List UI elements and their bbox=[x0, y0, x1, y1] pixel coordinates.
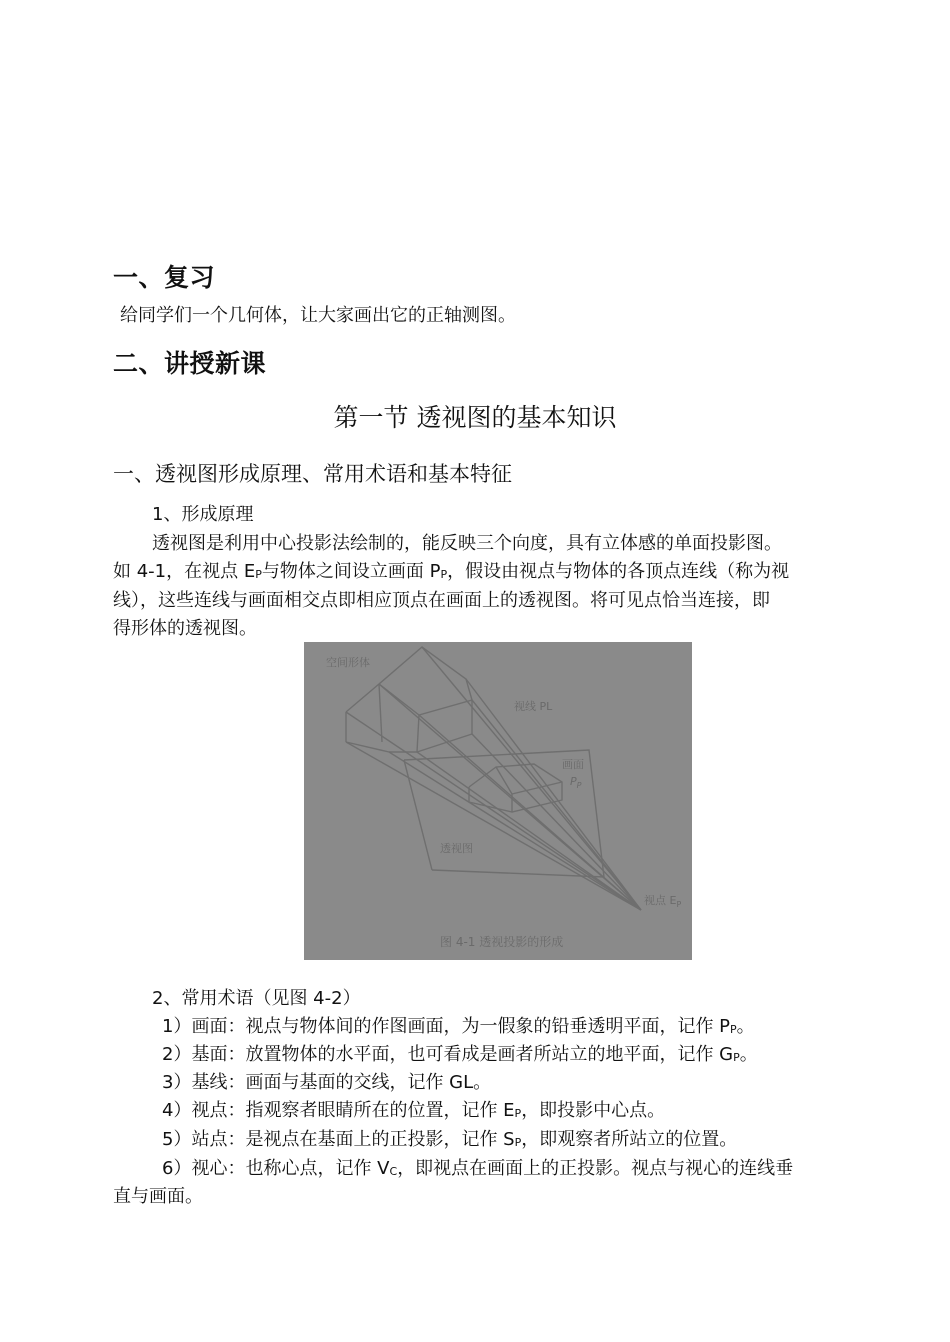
item2-title: 2、常用术语（见图 4-2） bbox=[152, 988, 361, 1009]
review-text: 给同学们一个几何体，让大家画出它的正轴测图。 bbox=[120, 305, 516, 326]
figure-label-space: 空间形体 bbox=[326, 656, 370, 669]
section-title: 第一节 透视图的基本知识 bbox=[333, 403, 617, 432]
figure-label-perspective: 透视图 bbox=[440, 842, 473, 855]
term-1: 1）画面：视点与物体间的作图画面，为一假象的铅垂透明平面，记作 $P_P$。 bbox=[162, 1016, 755, 1037]
figure-label-plane: 画面 bbox=[562, 758, 584, 771]
para1-line3: 线），这些连线与画面相交点即相应顶点在画面上的透视图。将可见点恰当连接，即 bbox=[113, 590, 770, 611]
term-6: 6）视心：也称心点，记作 $V_C$，即视点在画面上的正投影。视点与视心的连线垂 bbox=[162, 1158, 794, 1179]
term-3: 3）基线：画面与基面的交线，记作 GL。 bbox=[162, 1072, 492, 1093]
para1-line4: 得形体的透视图。 bbox=[113, 618, 257, 639]
heading-new-lesson: 二、讲授新课 bbox=[113, 349, 267, 378]
perspective-diagram bbox=[304, 642, 692, 960]
term-5: 5）站点：是视点在基面上的正投影，记作 $S_P$，即观察者所站立的位置。 bbox=[162, 1129, 738, 1150]
heading-review: 一、复习 bbox=[113, 263, 216, 292]
figure-caption: 图 4-1 透视投影的形成 bbox=[440, 935, 564, 949]
para1-line1: 透视图是利用中心投影法绘制的，能反映三个向度，具有立体感的单面投影图。 bbox=[152, 533, 782, 554]
para1-line2: 如 4-1，在视点 $E_P$与物体之间设立画面 $P_P$，假设由视点与物体的各顶点连线（称为视 bbox=[113, 561, 790, 582]
figure-4-1 bbox=[304, 642, 692, 960]
term-6-continued: 直与画面。 bbox=[113, 1186, 203, 1207]
figure-label-sightline: 视线 PL bbox=[514, 700, 553, 713]
subsection-title: 一、透视图形成原理、常用术语和基本特征 bbox=[113, 462, 512, 486]
figure-label-plane-symbol: $P_P$ bbox=[570, 775, 582, 790]
term-2: 2）基面：放置物体的水平面，也可看成是画者所站立的地平面，记作 $G_P$。 bbox=[162, 1044, 758, 1065]
term-4: 4）视点：指观察者眼睛所在的位置，记作 $E_P$，即投影中心点。 bbox=[162, 1100, 666, 1121]
item1-title: 1、形成原理 bbox=[152, 504, 254, 525]
figure-label-eye: 视点 $E_P$ bbox=[644, 894, 682, 909]
